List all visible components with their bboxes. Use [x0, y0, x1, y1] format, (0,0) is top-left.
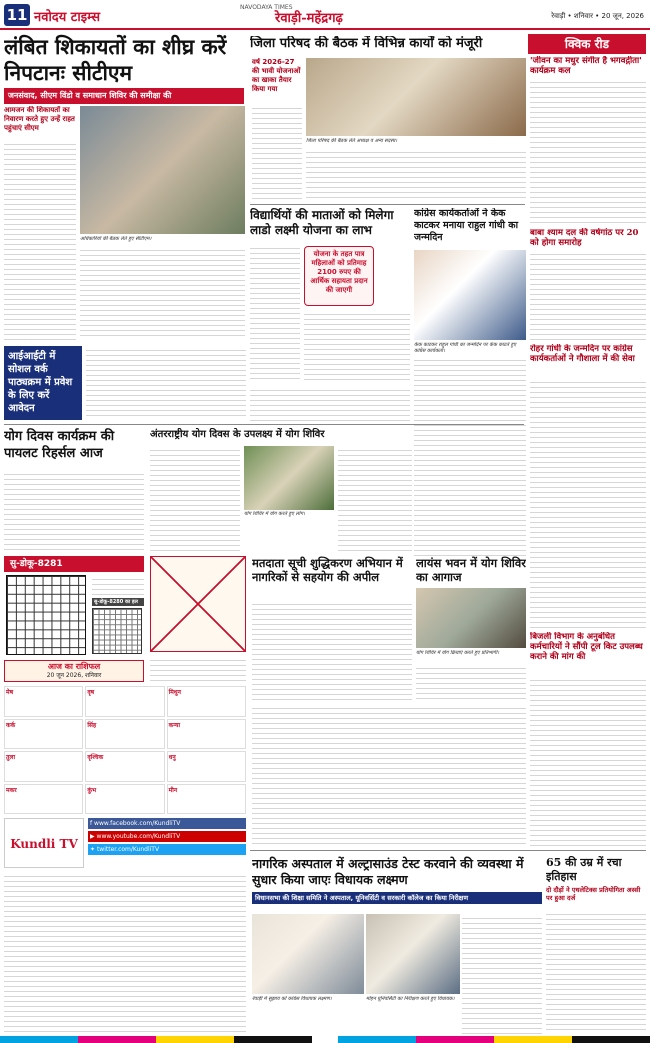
lions-body	[416, 664, 526, 700]
zila-body	[252, 104, 302, 200]
youtube-link[interactable]: ▶ www.youtube.com/KundliTV	[88, 831, 246, 842]
yoga-pilot-headline: योग दिवस कार्यक्रम की पायलट रिहर्सल आज	[4, 429, 115, 461]
iti-headline: आईआईटी में सोशल वर्क पाठ्यक्रम में प्रवेश के लिए करें आवेदन	[8, 351, 73, 414]
hospital-headline: नागरिक अस्पताल में अल्ट्रासाउंड टेस्ट करवाने की व्यवस्था में सुधार किया जाएः विधायक लक्ष्मण	[252, 856, 524, 887]
twitter-icon: ✦	[90, 846, 97, 853]
age65-headline: 65 की उम्र में रचा इतिहास	[546, 856, 622, 883]
youtube-icon: ▶	[90, 833, 97, 840]
page-number: 11	[6, 6, 28, 24]
hospital-caption-1: रेवाड़ी में सुझाव को कांग्रेस विधायक लक्ष्मण।	[252, 996, 332, 1002]
rashi-cell: धनु	[167, 751, 246, 782]
sudoku-solution-grid	[92, 608, 142, 654]
quick-read-body-2	[530, 250, 646, 342]
mothers-body-3	[250, 386, 410, 422]
hospital-photo-1	[252, 914, 364, 994]
quick-read-h2: बाबा श्याम दल की वर्षगांठ पर 20 को होगा समारोह	[530, 228, 639, 248]
iti-body	[86, 346, 246, 420]
mothers-highlight-text: योजना के तहत पात्र महिलाओं को प्रतिमाह 2100 रुपए की आर्थिक सहायता प्रदान की जाएगी	[310, 250, 368, 294]
age65-subheadline: दो दौड़ों ने एथलेटिक्स प्रतियोगिता अस्सी पर हुआ दर्ज	[546, 886, 641, 902]
voter-body-2	[252, 704, 526, 846]
voter-body	[252, 600, 412, 700]
mothers-body	[250, 244, 300, 382]
rashifal-title: आज का राशिफल	[47, 661, 101, 671]
lead-photo-caption: अधिकारियों की बैठक लेते हुए सीटीएम।	[80, 236, 152, 242]
lead-headline: लंबित शिकायतों का शीघ्र करें निपटानः सीटीएम	[4, 34, 227, 85]
iti-box	[4, 346, 82, 420]
quick-read-h4: बिजली विभाग के अनुबंधित कर्मचारियों ने सौंपी टूल किट उपलब्ध कराने की मांग की	[530, 632, 643, 662]
rashi-cell: मिथुन	[167, 686, 246, 717]
rashi-cell: कुंभ	[85, 784, 164, 815]
zila-headline: जिला परिषद की बैठक में विभिन्न कार्यों को मंजूरी	[250, 36, 483, 51]
rashi-cell: मेष	[4, 686, 83, 717]
masthead	[0, 0, 650, 30]
rashi-cell: कर्क	[4, 719, 83, 750]
divider	[250, 204, 525, 205]
sudoku-solution-label: सु-डोकू-8280 का हल	[92, 598, 144, 606]
quick-read-h3: रोहर गांधी के जन्मदिन पर कांग्रेस कार्यकर्ताओं ने गौशाला में की सेवा	[530, 344, 635, 364]
twitter-link[interactable]: ✦ twitter.com/KundliTV	[88, 844, 246, 855]
hospital-body	[462, 914, 542, 1034]
rashi-cell: तुला	[4, 751, 83, 782]
lead-photo	[80, 106, 245, 234]
rashi-cell: वृष	[85, 686, 164, 717]
issue-date: रेवाड़ी • शनिवार • 20 जून, 2026	[551, 12, 644, 20]
rashi-chart	[150, 556, 246, 652]
hospital-caption-2: मोहन यूनिवर्सिटी का निरीक्षण करते हुए विधायक।	[366, 996, 455, 1002]
page-number-badge	[4, 4, 30, 26]
congress-photo-caption: केक काटकर राहुल गांधी का जन्मदिन पर केक काटते हुए कांग्रेस कार्यकर्ता।	[414, 342, 517, 354]
rashifal-box	[4, 660, 144, 682]
lead-subheadline: जनसंवाद, सीएम विंडो व समाधान शिविर की समीक्षा की	[4, 88, 244, 104]
mothers-highlight-box	[304, 246, 374, 306]
zila-subheadline: वर्ष 2026-27 की भावी योजनाओं का खाका तैयार किया गया	[252, 58, 301, 93]
yoga-camp-body-2	[338, 446, 412, 552]
kundli-links	[88, 818, 246, 868]
edition-name: रेवाड़ी-महेंद्रगढ़	[275, 11, 343, 26]
quick-read-title: क्विक रीड	[528, 34, 646, 54]
age65-body	[546, 910, 646, 1034]
quick-read-h1: 'जीवन का मधुर संगीत है भगवद्गीता' कार्यक्रम कल	[530, 56, 642, 76]
rashi-cell: मकर	[4, 784, 83, 815]
kundli-brand: Kundli TV	[10, 837, 78, 851]
hospital-subheadline: विधानसभा की शिक्षा समिति ने अस्पताल, यूनिवर्सिटी व सरकारी कॉलेज का किया निरीक्षण	[252, 892, 542, 904]
yoga-pilot-body	[4, 470, 144, 552]
rashi-cell: सिंह	[85, 719, 164, 750]
lions-headline: लायंस भवन में योग शिविर का आगाज	[416, 556, 526, 584]
yoga-camp-headline: अंतरराष्ट्रीय योग दिवस के उपलक्ष्य में योग शिविर	[150, 429, 325, 440]
facebook-icon: f	[90, 820, 95, 827]
divider	[4, 424, 524, 425]
mothers-headline: विद्यार्थियों की माताओं को मिलेगा लाडो लक्ष्मी योजना का लाभ	[250, 208, 394, 237]
sudoku-grid[interactable]	[6, 575, 86, 655]
voter-headline: मतदाता सूची शुद्धिकरण अभियान में नागरिकों से सहयोग की अपील	[252, 556, 403, 584]
mothers-body-2	[304, 310, 410, 382]
zila-body-2	[306, 148, 526, 200]
hospital-photo-2	[366, 914, 460, 994]
rashi-cell: वृश्चिक	[85, 751, 164, 782]
divider	[250, 850, 646, 851]
congress-body	[414, 356, 526, 556]
kundli-logo	[4, 818, 84, 868]
lions-photo-caption: योग शिविर में योग क्रियाएं करते हुए प्रतिभागी।	[416, 650, 500, 656]
kundli-body	[4, 872, 246, 1032]
sudoku-title	[4, 556, 144, 572]
rashi-cell: कन्या	[167, 719, 246, 750]
lead-body	[4, 140, 76, 340]
quick-read-body-4	[530, 676, 646, 848]
rashifal-date: 20 जून 2026, शनिवार	[46, 672, 102, 679]
rashi-body	[150, 656, 246, 682]
yoga-camp-photo	[244, 446, 334, 510]
sudoku-title-text: सु-डोकू-8281	[10, 559, 63, 569]
facebook-link[interactable]: f www.facebook.com/KundliTV	[88, 818, 246, 829]
zila-photo	[306, 58, 526, 136]
rashifal-grid	[4, 686, 246, 814]
zila-photo-caption: जिला परिषद की बैठक लेते अध्यक्ष व अन्य सदस्य।	[306, 138, 398, 144]
quick-read-body-3	[530, 378, 646, 628]
sudoku-instructions	[92, 575, 144, 595]
lead-body-2	[80, 246, 245, 340]
registration-strip	[0, 1036, 650, 1043]
yoga-camp-body	[150, 446, 240, 552]
lions-photo	[416, 588, 526, 648]
lead-bullet: आमजन की शिकायतों का निवारण करते हुए उन्हें राहत पहुंचाएं सीएम	[4, 106, 75, 132]
rashi-cell: मीन	[167, 784, 246, 815]
paper-name: नवोदय टाइम्स	[34, 10, 101, 25]
quick-read-body-1	[530, 78, 646, 226]
congress-photo	[414, 250, 526, 340]
congress-headline: कांग्रेस कार्यकर्ताओं ने केक काटकर मनाया राहुल गांधी का जन्मदिन	[414, 208, 519, 243]
yoga-camp-photo-caption: योग शिविर में योग करते हुए लोग।	[244, 511, 305, 517]
paper-name-latin: NAVODAYA TIMES	[240, 4, 293, 11]
